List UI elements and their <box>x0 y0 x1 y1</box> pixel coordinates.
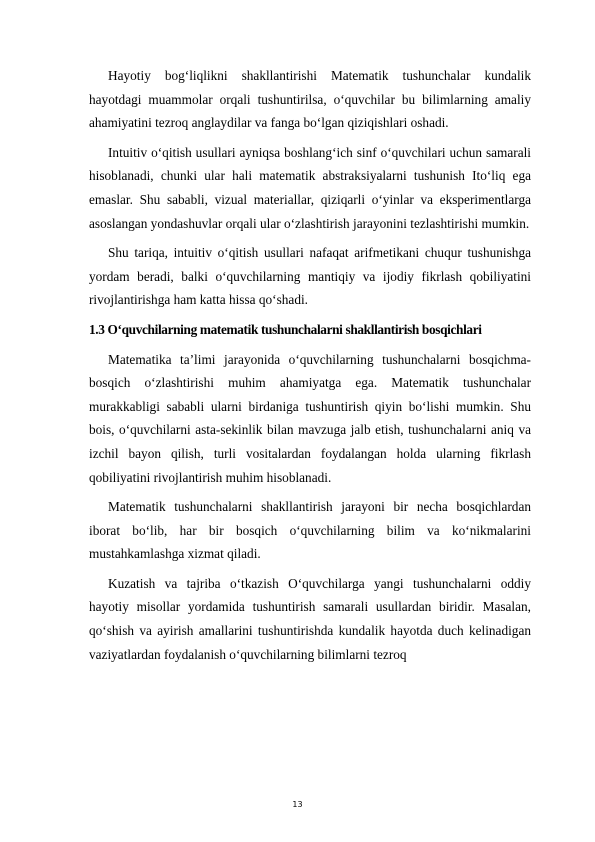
page-number: 13 <box>292 800 303 809</box>
paragraph-real-life-connection: Hayotiy bog‘liqlikni shakllantirishi Matematik tushunchalar kundalik hayotdagi muammolar orqali tushuntirilsa, o‘quvchilar bu bilimlarning amaliy ahamiyatini tezroq anglaydilar va fanga bo‘lgan qiziqishlari oshadi. <box>89 68 531 131</box>
paragraph-stages-process: Matematik tushunchalarni shakllantirish jarayoni bir necha bosqichlardan iborat bo‘lib, har bir bosqich o‘quvchilarning bilim va ko‘nikmalarini mustahkamlashga xizmat qiladi. <box>89 499 531 562</box>
paragraph-intuitive-summary: Shu tariqa, intuitiv o‘qitish usullari nafaqat arifmetikani chuqur tushunishga yordam beradi, balki o‘quvchilarning mantiqiy va ijodiy fikrlash qobiliyatini rivojlantirishga ham katta hissa qo‘shadi. <box>89 245 531 308</box>
paragraph-intuitive-methods: Intuitiv o‘qitish usullari ayniqsa boshlang‘ich sinf o‘quvchilari uchun samarali hisoblanadi, chunki ular hali matematik abstraksiyalarni tushunish Ito‘liq ega emaslar. Shu sababli, vizual materiallar, qiziqarli o‘yinlar va eksperimentlarga asoslangan yondashuvlar orqali ular o‘zlashtirish jarayonini tezlashtirishi mumkin. <box>89 144 531 231</box>
paragraph-observation-experiment: Kuzatish va tajriba o‘tkazish O‘quvchilarga yangi tushunchalarni oddiy hayotiy misollar yordamida tushuntirish samarali usullardan biridir. Masalan, qo‘shish va ayirish amallarini tushuntirishda kundalik hayotda duch kelinadigan vaziyatlardan foydalanish o‘quvchilarning bilimlarni tezroq <box>89 575 531 662</box>
document-body <box>89 64 531 672</box>
section-heading: 1.3 O‘quvchilarning matematik tushunchalarni shakllantirish bosqichlari <box>89 321 482 337</box>
paragraph-stages-importance: Matematika ta’limi jarayonida o‘quvchilarning tushunchalarni bosqichma-bosqich o‘zlashtirishi muhim ahamiyatga ega. Matematik tushunchalar murakkabligi sababli ularni birdaniga tushuntirish qiyin bo‘lishi mumkin. Shu bois, o‘quvchilarni asta-sekinlik bilan mavzuga jalb etish, tushunchalarni aniq va izchil bayon qilish, turli vositalardan foydalangan holda ularning fikrlash qobiliyatini rivojlantirish muhim hisoblanadi. <box>89 351 531 485</box>
